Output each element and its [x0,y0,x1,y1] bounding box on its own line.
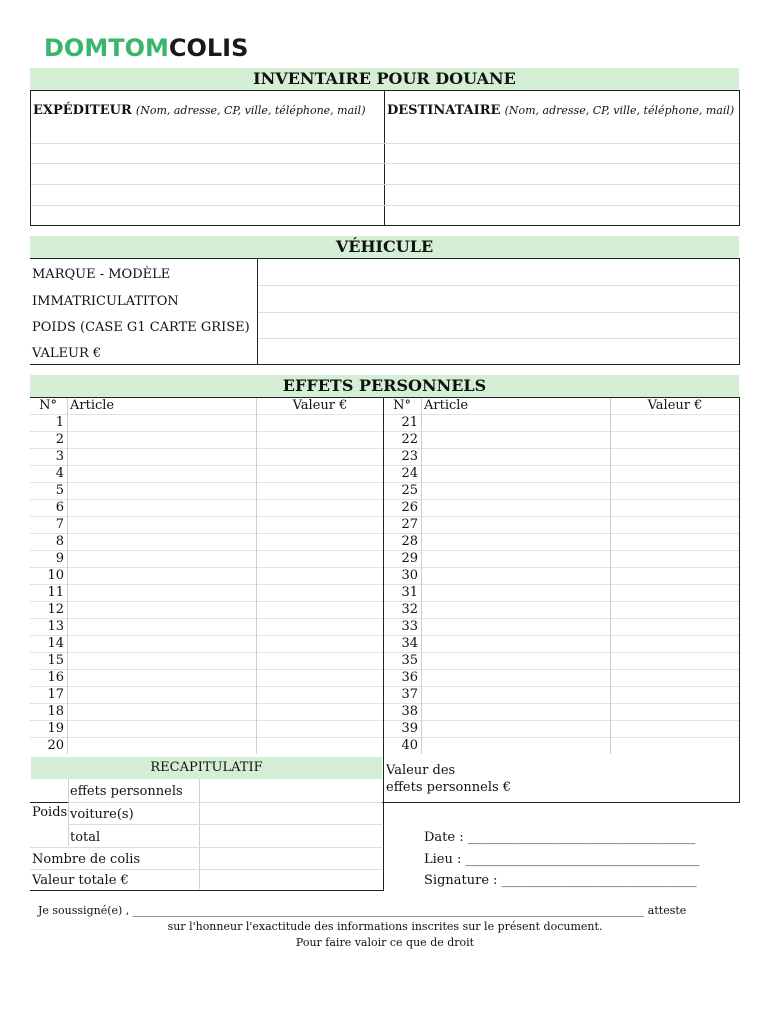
article-cell[interactable] [68,687,257,704]
vehicle-box [30,258,740,365]
vehicle-field-registration: IMMATRICULATITON [32,294,179,309]
table-row [30,551,383,568]
recap-effets: effets personnels [70,784,183,799]
row-number: 24 [384,466,422,483]
article-cell[interactable] [422,568,611,585]
row-number: 10 [30,568,68,585]
table-row [30,500,383,517]
signature-line: Signature : ______________________________ [424,873,697,888]
declaration-text: sur l'honneur l'exactitude des informations inscrites sur le présent document. [167,920,603,933]
items-table-left [30,398,383,754]
logo-part1: DOMTOM [44,34,169,62]
article-cell[interactable] [68,721,257,738]
table-row [30,636,383,653]
value-cell[interactable] [257,670,384,687]
col-no-header: N° [30,398,68,415]
row-number: 38 [384,704,422,721]
row-number: 9 [30,551,68,568]
row-number: 23 [384,449,422,466]
table-row [30,517,383,534]
article-cell[interactable] [422,670,611,687]
table-row [30,432,383,449]
recap-valeur: Valeur totale € [32,873,129,888]
recap-nombre: Nombre de colis [32,852,141,867]
row-number: 19 [30,721,68,738]
article-cell[interactable] [422,517,611,534]
article-cell[interactable] [422,534,611,551]
value-cell[interactable] [257,636,384,653]
value-cell[interactable] [257,432,384,449]
article-cell[interactable] [68,653,257,670]
value-cell[interactable] [257,602,384,619]
table-row [384,466,739,483]
value-cell[interactable] [257,653,384,670]
col-article-header: Article [422,398,611,415]
table-row [30,585,383,602]
value-cell[interactable] [611,602,740,619]
row-number: 12 [30,602,68,619]
row-number: 35 [384,653,422,670]
table-row [30,483,383,500]
recap-box [30,779,384,891]
value-cell[interactable] [257,568,384,585]
value-cell[interactable] [611,704,740,721]
value-cell[interactable] [257,534,384,551]
row-number: 14 [30,636,68,653]
row-number: 30 [384,568,422,585]
table-row [30,670,383,687]
row-number: 36 [384,670,422,687]
article-cell[interactable] [422,449,611,466]
recap-title: RECAPITULATIF [31,757,382,779]
effects-value-label [386,762,511,796]
row-number: 34 [384,636,422,653]
recap-divider [199,779,200,889]
address-line [31,163,739,164]
value-cell[interactable] [611,517,740,534]
article-cell[interactable] [68,568,257,585]
article-cell[interactable] [68,432,257,449]
table-row [384,636,739,653]
article-cell[interactable] [422,432,611,449]
value-cell[interactable] [611,653,740,670]
article-cell[interactable] [68,670,257,687]
article-cell[interactable] [68,636,257,653]
article-cell[interactable] [422,585,611,602]
table-row [30,738,383,755]
value-cell[interactable] [611,415,740,432]
sender-label: EXPÉDITEUR [33,103,132,118]
effects-title: EFFETS PERSONNELS [30,375,739,397]
table-row [384,415,739,432]
article-cell[interactable] [422,721,611,738]
value-cell[interactable] [257,415,384,432]
table-row [384,738,739,755]
row-number: 32 [384,602,422,619]
value-cell[interactable] [257,687,384,704]
row-number: 18 [30,704,68,721]
value-cell[interactable] [611,670,740,687]
table-row [384,568,739,585]
table-row [384,602,739,619]
value-cell[interactable] [611,687,740,704]
table-row [384,500,739,517]
article-cell[interactable] [68,585,257,602]
row-number: 17 [30,687,68,704]
value-cell[interactable] [257,585,384,602]
vehicle-line [258,338,738,339]
article-cell[interactable] [422,636,611,653]
table-row [30,687,383,704]
sender-heading [33,103,366,118]
table-row [384,534,739,551]
effects-value-label-1: Valeur des [386,763,456,778]
table-row [384,483,739,500]
col-value-header: Valeur € [292,398,348,413]
article-cell[interactable] [422,653,611,670]
value-cell[interactable] [611,500,740,517]
value-cell[interactable] [611,466,740,483]
address-line [31,143,739,144]
recipient-hint: (Nom, adresse, CP, ville, téléphone, mail) [504,104,735,117]
row-number: 33 [384,619,422,636]
table-row [30,449,383,466]
table-row [384,619,739,636]
article-cell[interactable] [422,687,611,704]
table-row [30,619,383,636]
row-number: 13 [30,619,68,636]
article-cell[interactable] [68,466,257,483]
recap-total: total [70,830,101,845]
table-row [384,704,739,721]
vehicle-field-brand: MARQUE - MODÈLE [32,267,171,282]
table-row [384,517,739,534]
table-row [384,687,739,704]
table-row [384,585,739,602]
row-number: 20 [30,738,68,755]
article-cell[interactable] [422,602,611,619]
row-number: 2 [30,432,68,449]
article-cell[interactable] [68,449,257,466]
row-number: 25 [384,483,422,500]
row-number: 7 [30,517,68,534]
recap-poids: Poids [32,805,68,820]
value-cell[interactable] [257,738,384,755]
row-number: 15 [30,653,68,670]
article-cell[interactable] [422,483,611,500]
value-cell[interactable] [611,432,740,449]
value-cell[interactable] [611,483,740,500]
vehicle-line [258,312,738,313]
row-number: 11 [30,585,68,602]
row-number: 31 [384,585,422,602]
value-cell[interactable] [611,585,740,602]
recap-line [30,847,382,848]
table-row [30,704,383,721]
value-cell[interactable] [257,619,384,636]
table-row [384,670,739,687]
table-row [384,432,739,449]
article-cell[interactable] [422,466,611,483]
value-cell[interactable] [611,534,740,551]
vehicle-title: VÉHICULE [30,236,739,258]
address-line [31,184,739,185]
value-cell[interactable] [257,704,384,721]
value-cell[interactable] [257,517,384,534]
row-number: 22 [384,432,422,449]
table-row [384,653,739,670]
row-number: 21 [384,415,422,432]
table-row [384,721,739,738]
place-line: Lieu : ____________________________________ [424,852,700,867]
items-table-right [384,398,739,754]
article-cell[interactable] [68,415,257,432]
declaration-closing: Pour faire valoir ce que de droit [295,936,475,949]
article-cell[interactable] [68,483,257,500]
vehicle-line [258,285,738,286]
table-row [30,415,383,432]
article-cell[interactable] [68,738,257,755]
value-cell[interactable] [611,619,740,636]
article-cell[interactable] [68,602,257,619]
recap-line [30,869,382,870]
article-cell[interactable] [422,704,611,721]
row-number: 8 [30,534,68,551]
value-cell[interactable] [257,483,384,500]
article-cell[interactable] [68,517,257,534]
row-number: 16 [30,670,68,687]
row-number: 27 [384,517,422,534]
article-cell[interactable] [422,619,611,636]
table-row [30,602,383,619]
article-cell[interactable] [422,415,611,432]
sender-hint: (Nom, adresse, CP, ville, téléphone, mail) [135,104,366,117]
table-row [384,551,739,568]
row-number: 37 [384,687,422,704]
article-cell[interactable] [68,500,257,517]
article-cell[interactable] [68,619,257,636]
vehicle-field-value: VALEUR € [32,346,102,361]
date-line: Date : ___________________________________ [424,830,696,845]
row-number: 6 [30,500,68,517]
table-row [30,653,383,670]
article-cell[interactable] [422,500,611,517]
declaration-line: Je soussigné(e) , _____________________________________________________________________________________________ atteste [38,904,687,917]
value-cell[interactable] [257,551,384,568]
value-cell[interactable] [611,738,740,755]
value-cell[interactable] [611,568,740,585]
table-row [30,466,383,483]
effects-value-label-2: effets personnels € [386,780,512,795]
article-cell[interactable] [68,534,257,551]
recap-divider [68,779,69,846]
vehicle-field-weight: POIDS (CASE G1 CARTE GRISE) [32,320,250,335]
row-number: 26 [384,500,422,517]
row-number: 4 [30,466,68,483]
table-row [30,568,383,585]
logo [44,36,248,60]
col-no-header: N° [384,398,422,415]
value-cell[interactable] [611,551,740,568]
recap-line [68,824,382,825]
article-cell[interactable] [422,551,611,568]
article-cell[interactable] [68,704,257,721]
recap-voitures: voiture(s) [70,807,134,822]
article-cell[interactable] [68,551,257,568]
recipient-heading [387,103,734,118]
row-number: 29 [384,551,422,568]
table-row [384,449,739,466]
article-cell[interactable] [422,738,611,755]
row-number: 28 [384,534,422,551]
recap-line [68,802,382,803]
table-row [30,534,383,551]
value-cell[interactable] [257,449,384,466]
row-number: 40 [384,738,422,755]
value-cell[interactable] [257,721,384,738]
recipient-label: DESTINATAIRE [387,103,501,118]
value-cell[interactable] [611,636,740,653]
col-value-header: Valeur € [647,398,703,413]
row-number: 1 [30,415,68,432]
col-article-header: Article [68,398,257,415]
logo-part2: COLIS [168,34,249,62]
value-cell[interactable] [611,449,740,466]
address-box [30,90,740,226]
address-line [31,205,739,206]
value-cell[interactable] [257,466,384,483]
page-title: INVENTAIRE POUR DOUANE [30,68,739,90]
table-row [30,721,383,738]
value-cell[interactable] [257,500,384,517]
row-number: 3 [30,449,68,466]
value-cell[interactable] [611,721,740,738]
row-number: 5 [30,483,68,500]
row-number: 39 [384,721,422,738]
